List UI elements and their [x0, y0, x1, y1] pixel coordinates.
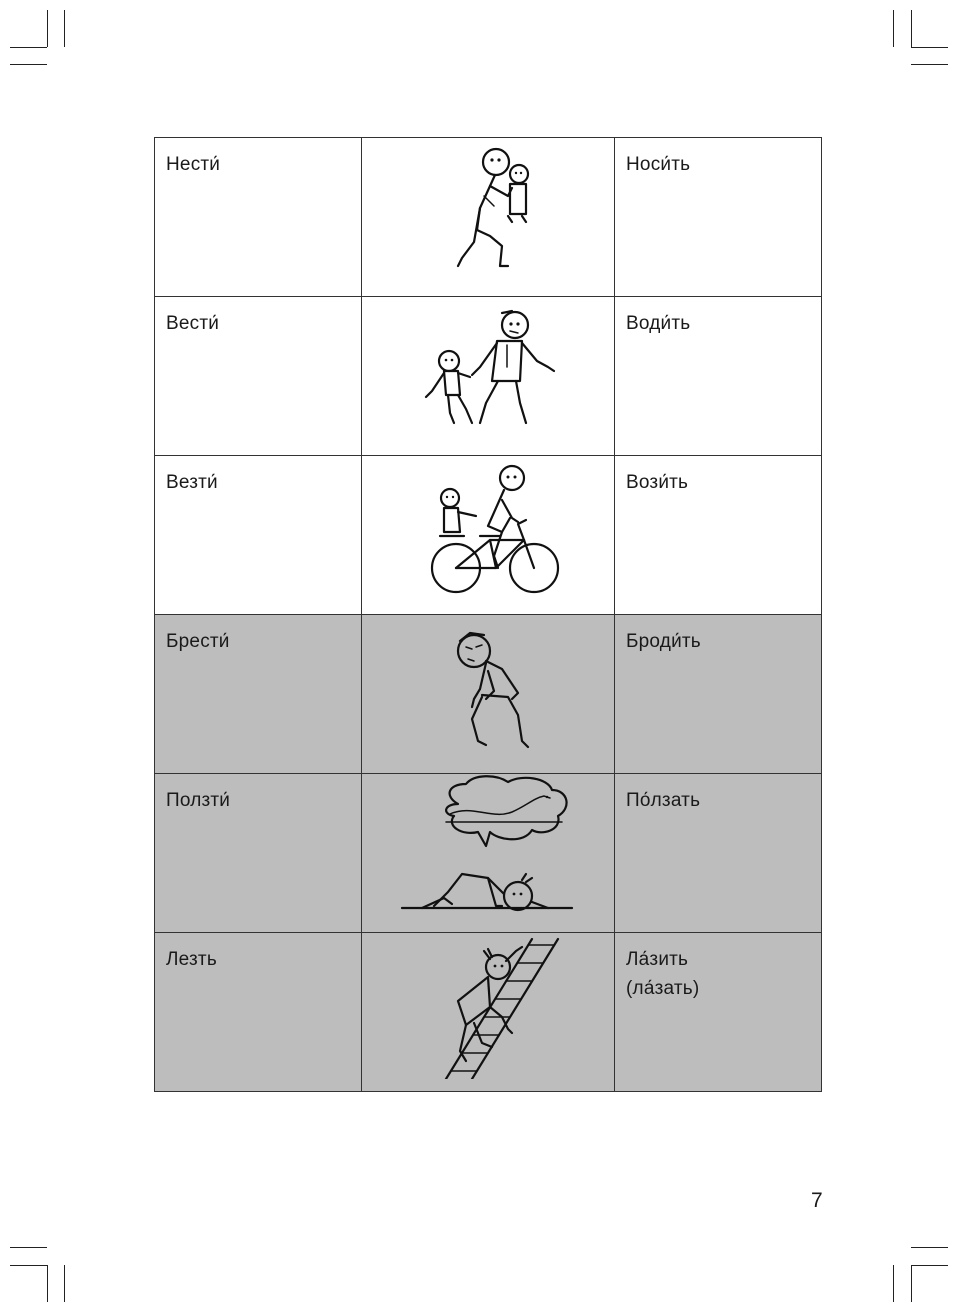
unidirectional-verb: Вести́	[155, 297, 362, 456]
crop-mark	[911, 1247, 948, 1248]
illustration-cell	[362, 615, 615, 774]
page-number: 7	[811, 1189, 823, 1212]
table-row	[155, 933, 822, 1092]
man-leading-child-icon	[362, 297, 615, 443]
crop-mark	[911, 64, 948, 65]
crop-mark	[893, 10, 894, 47]
multidirectional-verb: Вози́ть	[615, 456, 822, 615]
unidirectional-verb: Нести́	[155, 138, 362, 297]
crop-mark	[10, 1247, 47, 1248]
ladder-climber-icon	[362, 933, 615, 1079]
unidirectional-verb: Ползти́	[155, 774, 362, 933]
man-biking-with-child-icon	[362, 456, 615, 602]
crop-mark	[10, 1265, 47, 1266]
crop-mark	[911, 1265, 912, 1302]
crop-mark	[893, 1265, 894, 1302]
unidirectional-verb: Лезть	[155, 933, 362, 1092]
table-row	[155, 615, 822, 774]
multidirectional-verb: Носи́ть	[615, 138, 822, 297]
crop-mark	[10, 47, 47, 48]
multidirectional-verb: Броди́ть	[615, 615, 822, 774]
crop-mark	[911, 1265, 948, 1266]
unidirectional-verb: Везти́	[155, 456, 362, 615]
crop-mark	[64, 1265, 65, 1302]
crop-mark	[911, 47, 948, 48]
crop-mark	[47, 1265, 48, 1302]
multidirectional-verb: По́лзать	[615, 774, 822, 933]
crawling-man-snake-icon	[362, 774, 615, 920]
illustration-cell	[362, 138, 615, 297]
crop-mark	[47, 10, 48, 47]
crop-mark	[10, 64, 47, 65]
illustration-cell	[362, 774, 615, 933]
table-row	[155, 138, 822, 297]
illustration-cell	[362, 456, 615, 615]
table-row	[155, 774, 822, 933]
table-row	[155, 297, 822, 456]
multidirectional-verb: Води́ть	[615, 297, 822, 456]
crop-mark	[911, 10, 912, 47]
multidirectional-verb: Ла́зить (ла́зать)	[615, 933, 822, 1092]
illustration-cell	[362, 297, 615, 456]
table-row	[155, 456, 822, 615]
illustration-cell	[362, 933, 615, 1092]
weary-walker-icon	[362, 615, 615, 761]
crop-mark	[64, 10, 65, 47]
verbs-of-motion-table	[154, 137, 822, 1092]
man-carrying-child-icon	[362, 138, 615, 284]
unidirectional-verb: Брести́	[155, 615, 362, 774]
